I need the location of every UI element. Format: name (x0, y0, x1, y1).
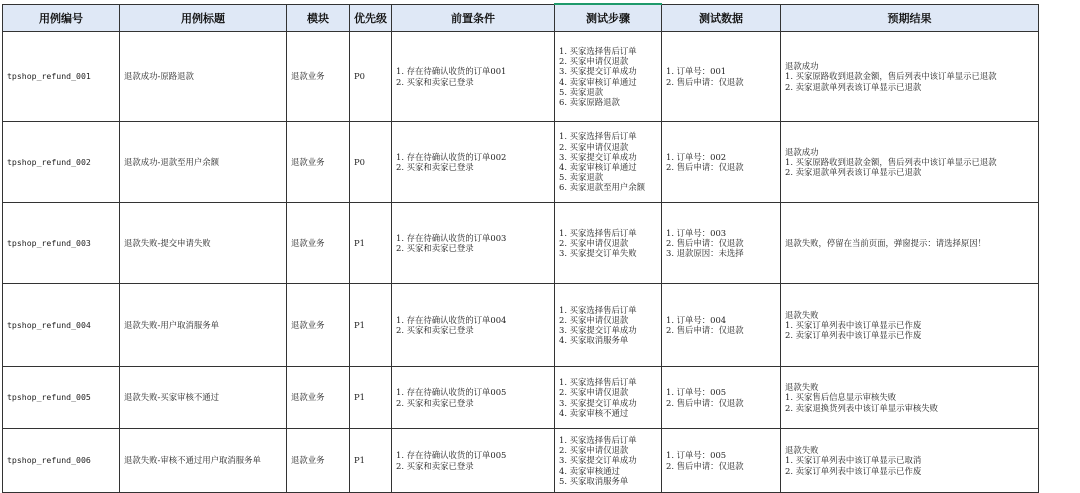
test-steps-cell-list (559, 228, 657, 259)
list-item: 2. 买家申请仅退款 (559, 141, 629, 152)
test-steps-cell[interactable] (555, 429, 662, 493)
list-item: 1. 买家选择售后订单 (559, 227, 637, 238)
list-item: 2. 买家申请仅退款 (559, 445, 629, 456)
list-item: 2. 买家和卖家已登录 (396, 460, 474, 471)
list-item: 1. 买家选择售后订单 (559, 304, 637, 315)
list-item: 2. 卖家退款单列表该订单显示已退款 (785, 81, 922, 92)
precondition-cell[interactable] (392, 122, 555, 203)
test-data-cell[interactable] (662, 203, 781, 284)
list-item: 1. 存在待确认收货的订单005 (396, 450, 507, 461)
list-item: 3. 买家提交订单成功 (559, 151, 637, 162)
list-item: 2. 卖家退款单列表该订单显示已退款 (785, 167, 922, 178)
case-title-cell[interactable]: 退款失败-提交申请失败 (120, 203, 287, 284)
case-id-cell[interactable]: tpshop_refund_003 (3, 203, 120, 284)
test-data-cell[interactable] (662, 122, 781, 203)
list-item: 1. 订单号：004 (666, 314, 727, 325)
case-id-cell[interactable]: tpshop_refund_001 (3, 32, 120, 122)
case-title-cell[interactable]: 退款失败-审核不通过用户取消服务单 (120, 429, 287, 493)
precondition-cell-list (396, 233, 550, 253)
list-item: 3. 买家提交订单成功 (559, 397, 637, 408)
list-item: 5. 卖家退款 (559, 172, 604, 183)
list-item: 2. 买家和卖家已登录 (396, 325, 474, 335)
test-data-cell[interactable] (662, 32, 781, 122)
list-item: 4. 卖家审核订单通过 (559, 162, 637, 172)
case-id-cell[interactable]: tpshop_refund_006 (3, 429, 120, 493)
list-item: 退款失败 (785, 382, 819, 393)
priority-cell[interactable]: P0 (350, 122, 392, 203)
test-steps-cell[interactable] (555, 284, 662, 367)
table-row[interactable] (3, 122, 1039, 203)
list-item: 1. 存在待确认收货的订单001 (396, 66, 507, 77)
expected-result-cell-list (785, 238, 1034, 248)
expected-result-cell[interactable] (781, 284, 1039, 367)
priority-cell[interactable]: P1 (350, 367, 392, 429)
module-cell[interactable]: 退款业务 (287, 367, 350, 429)
test-data-cell-list (666, 228, 776, 259)
list-item: 1. 订单号：005 (666, 450, 727, 461)
test-steps-cell-list (559, 377, 657, 418)
expected-result-cell-list (785, 310, 1034, 341)
list-item: 2. 买家和卖家已登录 (396, 162, 474, 172)
precondition-cell-list (396, 450, 550, 470)
list-item: 2. 卖家订单列表中该订单显示已作废 (785, 330, 922, 341)
list-item: 退款失败 (785, 309, 819, 320)
list-item: 2. 买家申请仅退款 (559, 56, 629, 67)
module-cell[interactable]: 退款业务 (287, 203, 350, 284)
test-data-cell-list (666, 450, 776, 470)
expected-result-cell[interactable] (781, 367, 1039, 429)
list-item: 4. 卖家审核通过 (559, 465, 620, 476)
test-steps-cell-list (559, 131, 657, 192)
list-item: 1. 存在待确认收货的订单003 (396, 232, 507, 243)
list-item: 退款失败 (785, 445, 819, 456)
test-data-cell[interactable] (662, 429, 781, 493)
case-title-cell[interactable]: 退款成功-退款至用户余额 (120, 122, 287, 203)
list-item: 1. 买家选择售后订单 (559, 377, 637, 388)
list-item: 5. 买家取消服务单 (559, 475, 629, 486)
list-item: 2. 售后申请：仅退款 (666, 325, 744, 335)
list-item: 2. 买家和卖家已登录 (396, 397, 474, 408)
precondition-cell[interactable] (392, 367, 555, 429)
case-id-cell[interactable]: tpshop_refund_002 (3, 122, 120, 203)
list-item: 2. 售后申请：仅退款 (666, 460, 744, 471)
list-item: 退款成功 (785, 61, 819, 72)
list-item: 1. 订单号：003 (666, 227, 727, 238)
list-item: 2. 售后申请：仅退款 (666, 397, 744, 408)
test-steps-cell-list (559, 46, 657, 107)
case-title-cell[interactable]: 退款成功-原路退款 (120, 32, 287, 122)
case-id-cell[interactable]: tpshop_refund_005 (3, 367, 120, 429)
list-item: 1. 买家订单列表中该订单显示已作废 (785, 319, 922, 330)
module-cell[interactable]: 退款业务 (287, 32, 350, 122)
test-steps-cell[interactable] (555, 32, 662, 122)
priority-cell[interactable]: P1 (350, 429, 392, 493)
test-steps-cell-list (559, 435, 657, 486)
test-data-cell-list (666, 152, 776, 172)
precondition-cell[interactable] (392, 32, 555, 122)
priority-cell[interactable]: P1 (350, 284, 392, 367)
list-item: 1. 订单号：001 (666, 66, 727, 77)
module-cell[interactable]: 退款业务 (287, 284, 350, 367)
list-item: 3. 买家提交订单成功 (559, 66, 637, 77)
header-cell[interactable]: 模块 (287, 4, 350, 32)
case-title-cell[interactable]: 退款失败-买家审核不通过 (120, 367, 287, 429)
module-cell[interactable]: 退款业务 (287, 429, 350, 493)
list-item: 退款成功 (785, 146, 819, 157)
list-item: 1. 订单号：002 (666, 151, 727, 162)
list-item: 1. 订单号：005 (666, 387, 727, 398)
list-item: 1. 存在待确认收货的订单005 (396, 387, 507, 398)
precondition-cell-list (396, 315, 550, 335)
expected-result-cell-list (785, 445, 1034, 476)
table-row[interactable] (3, 284, 1039, 367)
list-item: 2. 售后申请：仅退款 (666, 76, 744, 87)
test-data-cell-list (666, 66, 776, 86)
expected-result-cell[interactable] (781, 122, 1039, 203)
list-item: 1. 买家订单列表中该订单显示已取消 (785, 455, 922, 466)
list-item: 1. 买家选择售后订单 (559, 131, 637, 142)
list-item: 5. 卖家退款 (559, 86, 604, 97)
list-item: 1. 买家售后信息显示审核失败 (785, 392, 897, 403)
precondition-cell[interactable] (392, 203, 555, 284)
header-cell[interactable]: 前置条件 (392, 4, 555, 32)
header-cell[interactable]: 优先级 (350, 4, 392, 32)
list-item: 2. 买家申请仅退款 (559, 237, 629, 248)
list-item: 退款失败，停留在当前页面，弹窗提示：请选择原因！ (785, 237, 986, 248)
precondition-cell-list (396, 152, 550, 172)
list-item: 4. 卖家审核订单通过 (559, 76, 637, 87)
expected-result-cell-list (785, 147, 1034, 178)
test-steps-cell[interactable] (555, 203, 662, 284)
expected-result-cell[interactable] (781, 32, 1039, 122)
header-cell[interactable]: 用例标题 (120, 4, 287, 32)
header-cell[interactable]: 用例编号 (3, 4, 120, 32)
list-item: 1. 存在待确认收货的订单004 (396, 314, 507, 325)
list-item: 3. 退款原因：未选择 (666, 248, 744, 259)
table-row[interactable] (3, 429, 1039, 493)
test-steps-cell[interactable] (555, 367, 662, 429)
list-item: 2. 买家申请仅退款 (559, 387, 629, 398)
precondition-cell[interactable] (392, 284, 555, 367)
precondition-cell-list (396, 387, 550, 407)
test-steps-cell[interactable] (555, 122, 662, 203)
table-row[interactable] (3, 203, 1039, 284)
list-item: 2. 卖家退换货列表中该订单显示审核失败 (785, 402, 939, 413)
list-item: 2. 买家申请仅退款 (559, 314, 629, 325)
test-case-table (2, 3, 1039, 493)
list-item: 2. 售后申请：仅退款 (666, 162, 744, 172)
precondition-cell[interactable] (392, 429, 555, 493)
header-cell[interactable]: 测试数据 (662, 4, 781, 32)
list-item: 2. 售后申请：仅退款 (666, 237, 744, 248)
list-item: 3. 买家提交订单失败 (559, 248, 637, 259)
test-data-cell-list (666, 387, 776, 407)
list-item: 6. 卖家退款至用户余额 (559, 182, 646, 193)
priority-cell[interactable]: P0 (350, 32, 392, 122)
list-item: 4. 卖家审核不通过 (559, 407, 629, 418)
table-row[interactable] (3, 32, 1039, 122)
case-title-cell[interactable]: 退款失败-用户取消服务单 (120, 284, 287, 367)
test-data-cell[interactable] (662, 367, 781, 429)
list-item: 4. 买家取消服务单 (559, 335, 629, 346)
case-id-cell[interactable]: tpshop_refund_004 (3, 284, 120, 367)
list-item: 1. 买家原路收到退款金额，售后列表中该订单显示已退款 (785, 71, 997, 82)
expected-result-cell-list (785, 382, 1034, 413)
list-item: 3. 买家提交订单成功 (559, 325, 637, 335)
list-item: 2. 买家和卖家已登录 (396, 76, 474, 87)
list-item: 1. 买家选择售后订单 (559, 434, 637, 445)
list-item: 1. 买家原路收到退款金额，售后列表中该订单显示已退款 (785, 156, 997, 167)
precondition-cell-list (396, 66, 550, 86)
expected-result-cell-list (785, 61, 1034, 92)
test-data-cell[interactable] (662, 284, 781, 367)
list-item: 2. 买家和卖家已登录 (396, 243, 474, 253)
test-steps-cell-list (559, 305, 657, 346)
header-cell[interactable]: 预期结果 (781, 4, 1039, 32)
list-item: 1. 买家选择售后订单 (559, 45, 637, 56)
test-data-cell-list (666, 315, 776, 335)
list-item: 6. 卖家原路退款 (559, 96, 620, 107)
header-row (3, 4, 1039, 32)
list-item: 1. 存在待确认收货的订单002 (396, 151, 507, 162)
module-cell[interactable]: 退款业务 (287, 122, 350, 203)
priority-cell[interactable]: P1 (350, 203, 392, 284)
header-cell[interactable]: 测试步骤 (555, 4, 662, 32)
expected-result-cell[interactable] (781, 429, 1039, 493)
expected-result-cell[interactable] (781, 203, 1039, 284)
list-item: 3. 买家提交订单成功 (559, 455, 637, 466)
list-item: 2. 卖家订单列表中该订单显示已作废 (785, 465, 922, 476)
table-row[interactable] (3, 367, 1039, 429)
